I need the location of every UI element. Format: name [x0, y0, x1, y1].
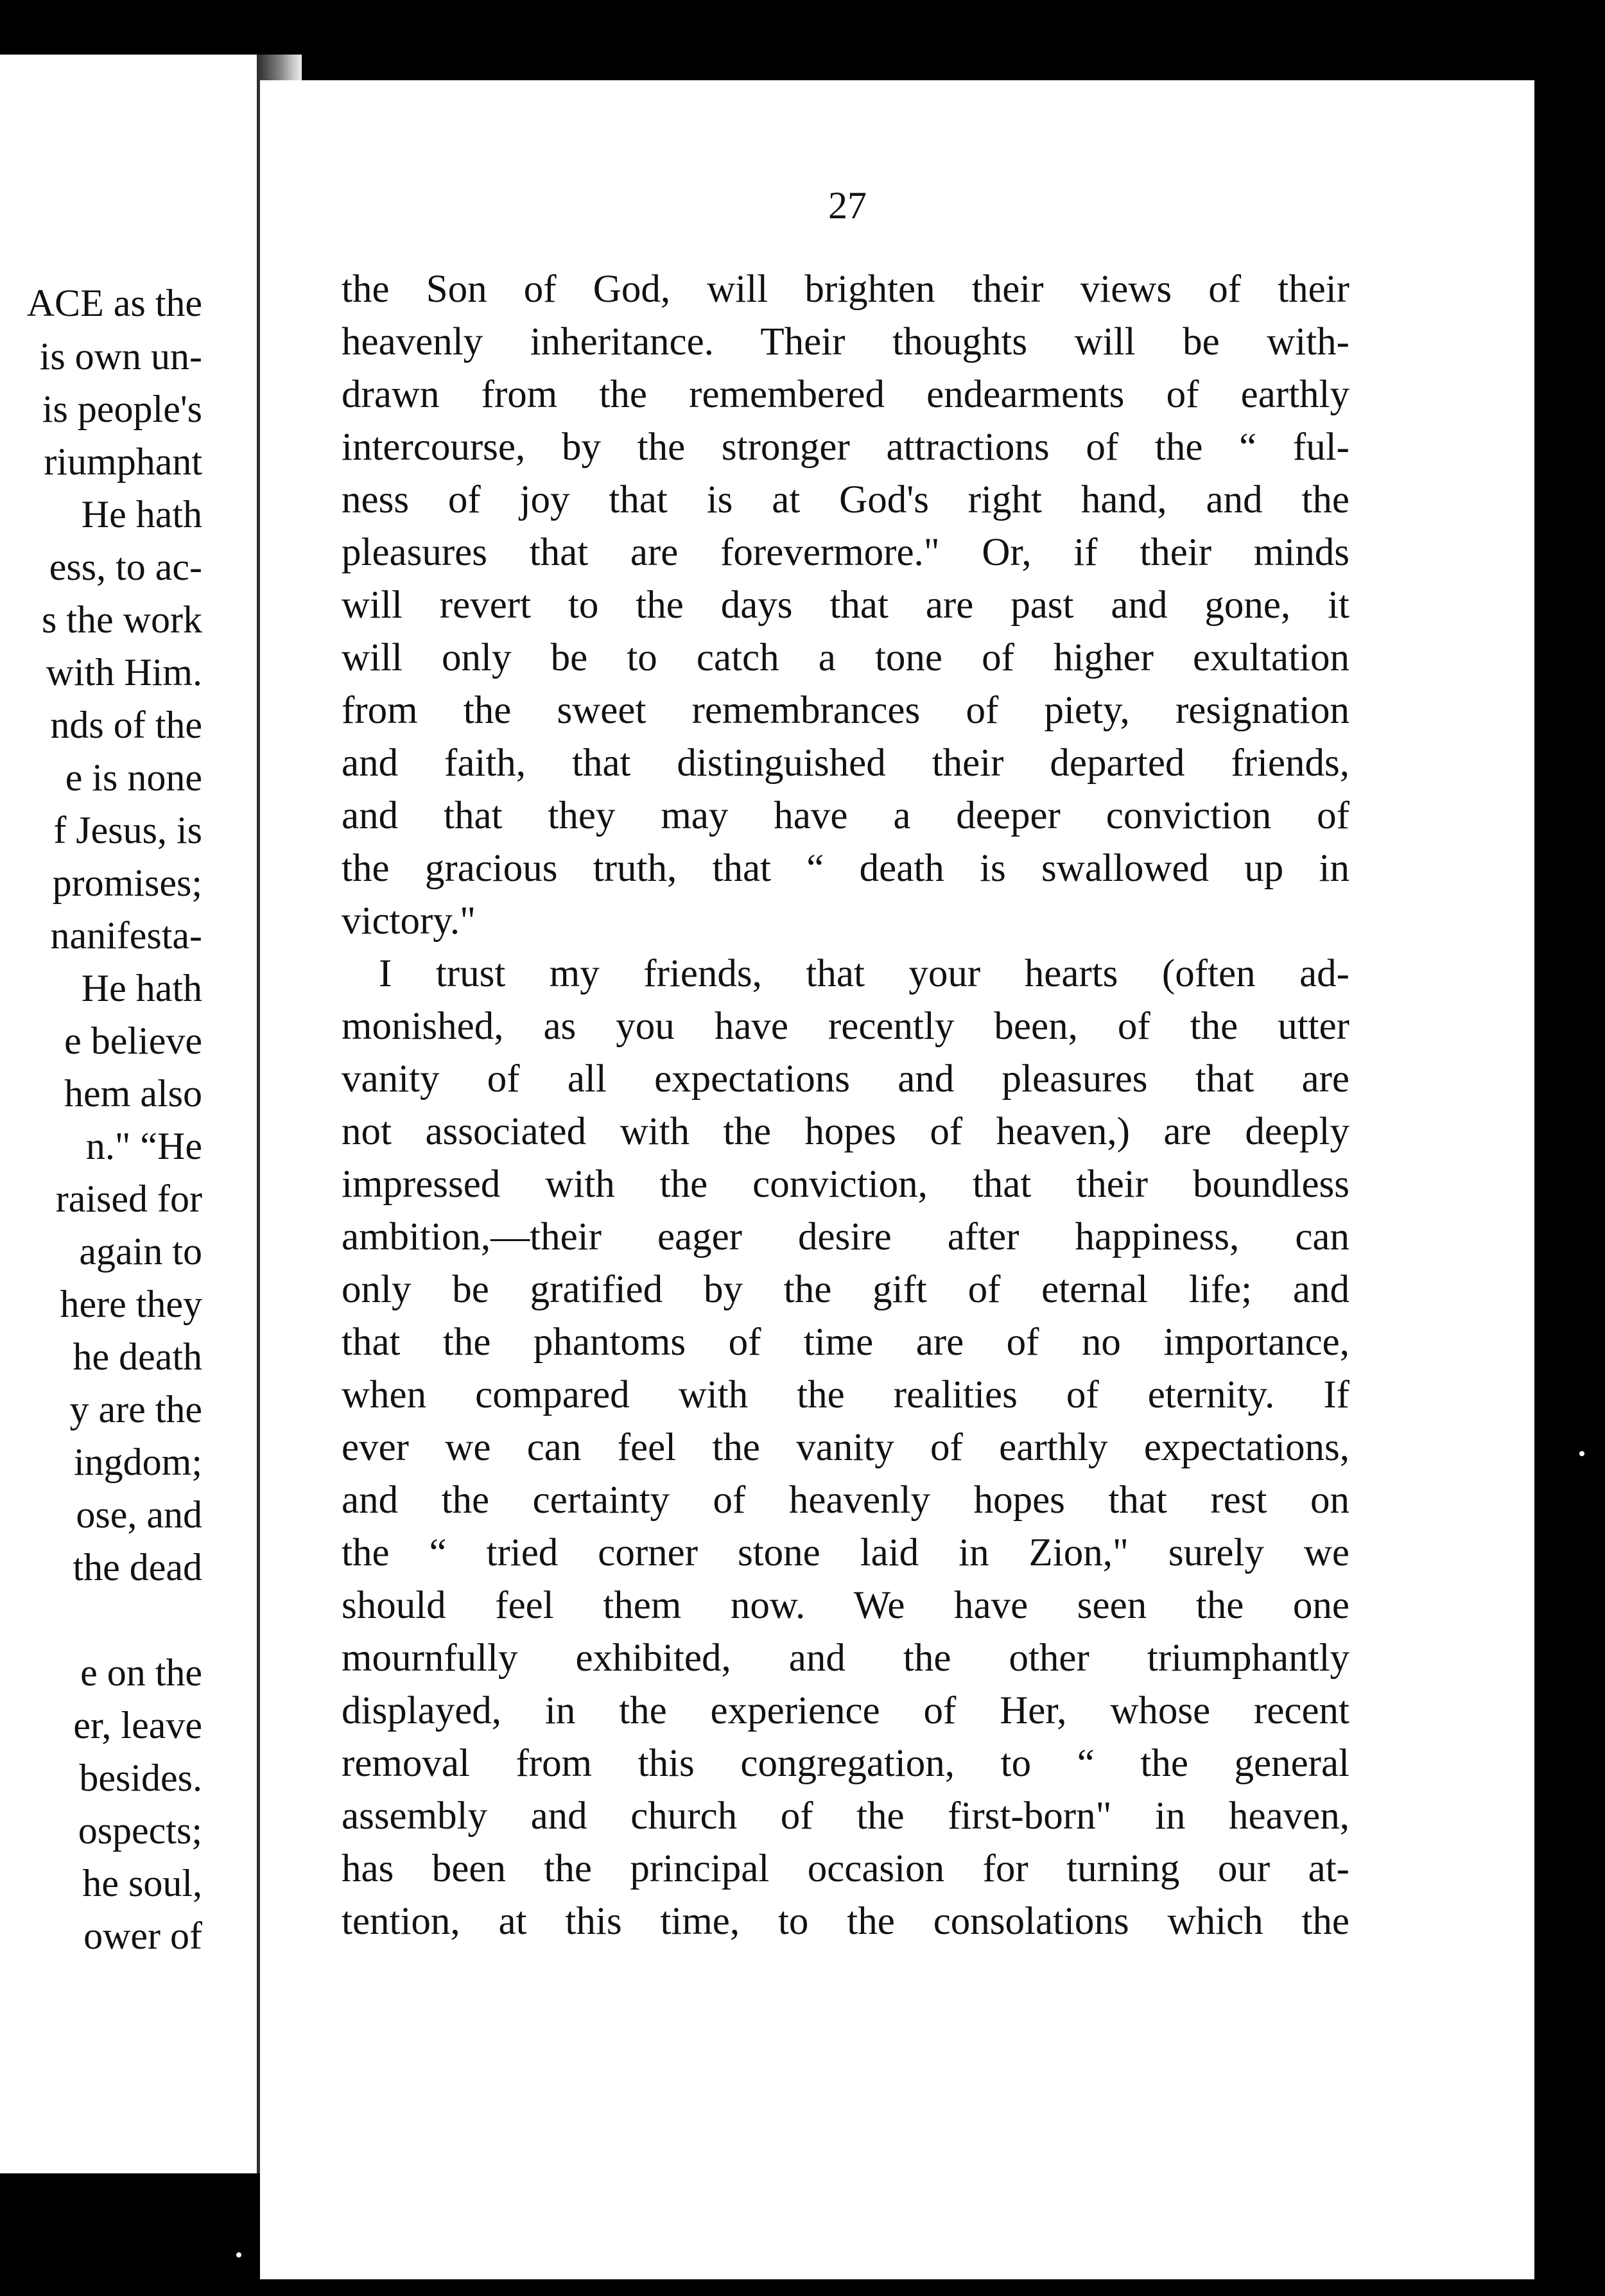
left-line: here they	[60, 1283, 202, 1325]
body-line: that the phantoms of time are of no importance,	[342, 1321, 1349, 1364]
body-line: the Son of God, will brighten their views of their	[342, 268, 1349, 311]
left-line: s the work	[42, 598, 202, 641]
left-line: f Jesus, is	[53, 809, 202, 851]
body-line: ever we can feel the vanity of earthly expectations,	[342, 1426, 1349, 1469]
left-line: nanifesta-	[50, 914, 202, 957]
body-line: only be gratified by the gift of eternal life; and	[342, 1268, 1349, 1311]
left-line: He hath	[81, 967, 202, 1009]
body-line: the gracious truth, that “ death is swallowed up in	[342, 847, 1349, 890]
left-line: ower of	[83, 1915, 202, 1957]
left-line: he death	[73, 1335, 202, 1378]
left-line: is people's	[42, 388, 202, 430]
scan-speck	[1579, 1451, 1584, 1456]
body-line: ambition,—their eager desire after happiness, can	[342, 1215, 1349, 1258]
body-line: will only be to catch a tone of higher exultation	[342, 636, 1349, 679]
scan-speck	[236, 2252, 241, 2257]
body-line: vanity of all expectations and pleasures that are	[342, 1057, 1349, 1100]
left-line: ingdom;	[73, 1441, 202, 1483]
body-line: monished, as you have recently been, of the utter	[342, 1005, 1349, 1048]
body-line: mournfully exhibited, and the other triumphantly	[342, 1637, 1349, 1680]
left-line: with Him.	[46, 651, 202, 693]
left-line: again to	[79, 1230, 202, 1273]
body-line: will revert to the days that are past and gone, it	[342, 584, 1349, 627]
left-line: He hath	[81, 493, 202, 535]
body-line: and that they may have a deeper conviction of	[342, 794, 1349, 837]
left-line: raised for	[55, 1178, 202, 1220]
left-line: e believe	[64, 1020, 202, 1062]
body-line: has been the principal occasion for turning our at-	[342, 1847, 1349, 1890]
page-number: 27	[828, 184, 867, 227]
left-line: e is none	[65, 756, 202, 799]
body-line: and the certainty of heavenly hopes that rest on	[342, 1479, 1349, 1522]
body-line: drawn from the remembered endearments of earthly	[342, 373, 1349, 416]
body-line: intercourse, by the stronger attractions of the “ ful-	[342, 426, 1349, 469]
body-line: displayed, in the experience of Her, whose recent	[342, 1689, 1349, 1732]
left-line: ose, and	[76, 1493, 202, 1536]
body-line: assembly and church of the first-born" in heaven,	[342, 1795, 1349, 1838]
left-line: besides.	[79, 1757, 202, 1799]
left-line: he soul,	[82, 1862, 202, 1904]
left-line: n." “He	[85, 1125, 202, 1167]
left-line: er, leave	[73, 1704, 202, 1746]
body-line: victory."	[342, 900, 476, 943]
left-line: is own un-	[39, 335, 202, 378]
left-line: ospects;	[78, 1809, 202, 1852]
paragraph-start-line: I trust my friends, that your hearts (often ad-	[379, 952, 1349, 995]
body-line: and faith, that distinguished their departed friends,	[342, 742, 1349, 785]
left-line: nds of the	[50, 704, 202, 746]
body-line: removal from this congregation, to “ the general	[342, 1742, 1349, 1785]
body-line: ness of joy that is at God's right hand, and the	[342, 478, 1349, 521]
body-line: from the sweet remembrances of piety, resignation	[342, 689, 1349, 732]
body-line: heavenly inheritance. Their thoughts will be with-	[342, 320, 1349, 363]
left-line: hem also	[64, 1072, 202, 1115]
body-line: the “ tried corner stone laid in Zion," surely we	[342, 1531, 1349, 1574]
body-line: pleasures that are forevermore." Or, if their minds	[342, 531, 1349, 574]
body-line: tention, at this time, to the consolations which the	[342, 1900, 1349, 1943]
left-line: promises;	[52, 862, 202, 904]
body-line: not associated with the hopes of heaven,) are deeply	[342, 1110, 1349, 1153]
left-line: e on the	[80, 1651, 202, 1694]
left-line: ess, to ac-	[49, 546, 202, 588]
body-line: when compared with the realities of eternity. If	[342, 1373, 1349, 1416]
left-line: riumphant	[44, 440, 202, 483]
body-line: should feel them now. We have seen the one	[342, 1584, 1349, 1627]
body-line: impressed with the conviction, that their boundless	[342, 1163, 1349, 1206]
left-line: ACE as the	[26, 282, 202, 324]
left-line: the dead	[73, 1546, 202, 1588]
left-line: y are the	[69, 1388, 202, 1431]
previous-page-fragment	[0, 55, 257, 2173]
